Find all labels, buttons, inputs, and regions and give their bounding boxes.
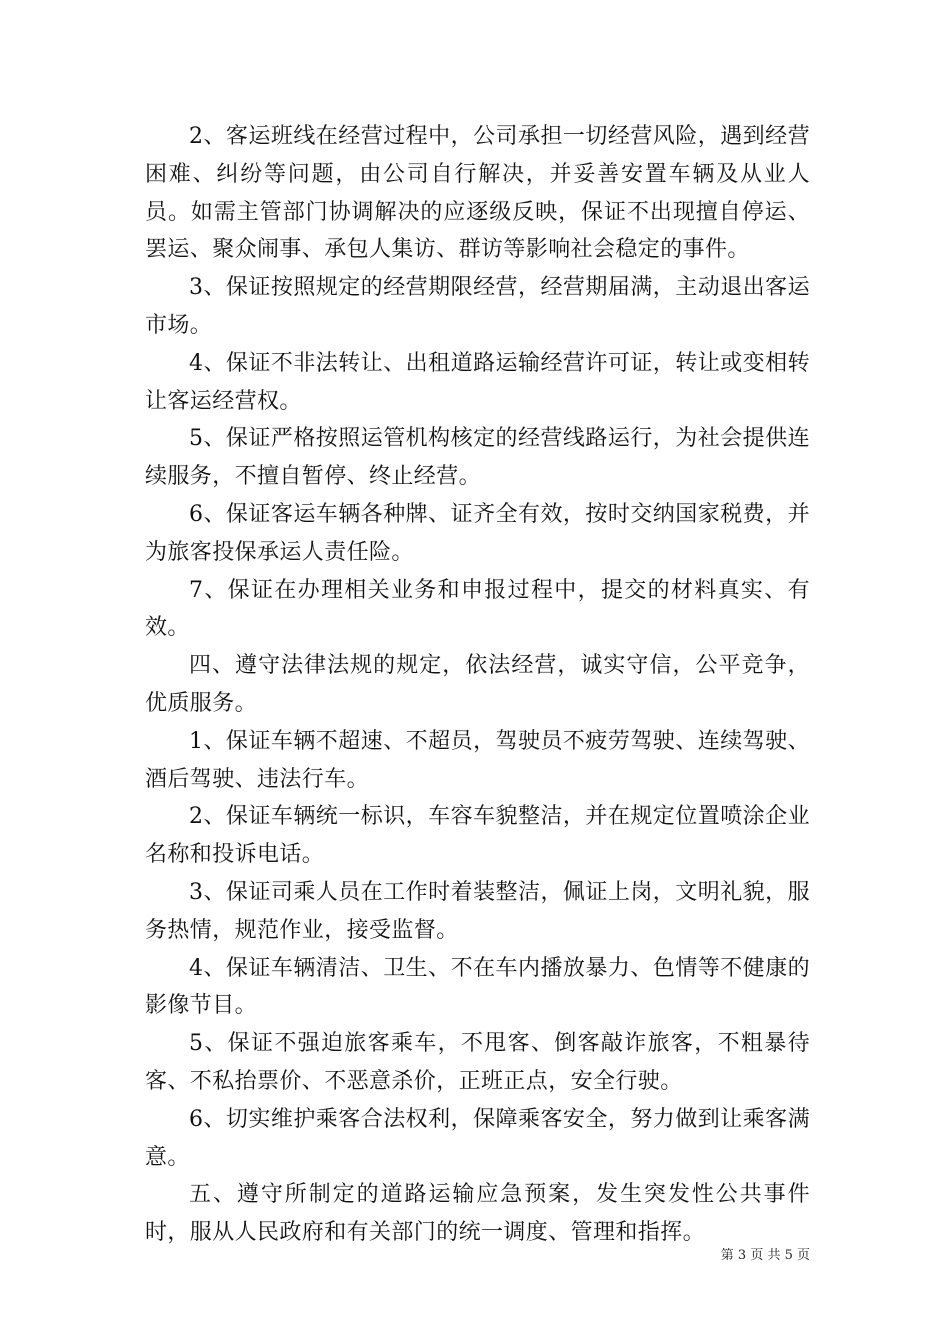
paragraph: 4、保证不非法转让、出租道路运输经营许可证，转让或变相转让客运经营权。 bbox=[145, 350, 810, 414]
paragraph: 1、保证车辆不超速、不超员，驾驶员不疲劳驾驶、连续驾驶、酒后驾驶、违法行车。 bbox=[145, 728, 810, 792]
paragraph: 2、客运班线在经营过程中，公司承担一切经营风险，遇到经营困难、纠纷等问题，由公司自行解决，并妥善安置车辆及从业人员。如需主管部门协调解决的应逐级反映，保证不出现擅自停运、罢运、聚众闹事、承包人集访、群访等影响社会稳定的事件。 bbox=[145, 124, 810, 263]
paragraph: 5、保证不强迫旅客乘车，不甩客、倒客敲诈旅客，不粗暴待客、不私抬票价、不恶意杀价，正班正点，安全行驶。 bbox=[145, 1031, 810, 1094]
paragraph: 6、保证客运车辆各种牌、证齐全有效，按时交纳国家税费，并为旅客投保承运人责任险。 bbox=[145, 501, 810, 565]
page-number-footer: 第 3 页 共 5 页 bbox=[720, 1248, 810, 1263]
paragraph: 四、遵守法律法规的规定，依法经营，诚实守信，公平竞争，优质服务。 bbox=[145, 653, 810, 716]
document-body bbox=[145, 118, 810, 1252]
paragraph: 2、保证车辆统一标识，车容车貌整洁，并在规定位置喷涂企业名称和投诉电话。 bbox=[145, 804, 810, 868]
paragraph: 五、遵守所制定的道路运输应急预案，发生突发性公共事件时，服从人民政府和有关部门的统一调度、管理和指挥。 bbox=[145, 1182, 810, 1246]
paragraph: 3、保证按照规定的经营期限经营，经营期届满，主动退出客运市场。 bbox=[145, 275, 810, 338]
paragraph: 7、保证在办理相关业务和申报过程中，提交的材料真实、有效。 bbox=[145, 577, 810, 641]
paragraph: 4、保证车辆清洁、卫生、不在车内播放暴力、色情等不健康的影像节目。 bbox=[145, 955, 810, 1019]
paragraph: 6、切实维护乘客合法权利，保障乘客安全，努力做到让乘客满意。 bbox=[145, 1106, 810, 1170]
paragraph: 5、保证严格按照运管机构核定的经营线路运行，为社会提供连续服务，不擅自暂停、终止经营。 bbox=[145, 426, 810, 490]
paragraph: 3、保证司乘人员在工作时着装整洁，佩证上岗，文明礼貌，服务热情，规范作业，接受监督。 bbox=[145, 879, 810, 943]
